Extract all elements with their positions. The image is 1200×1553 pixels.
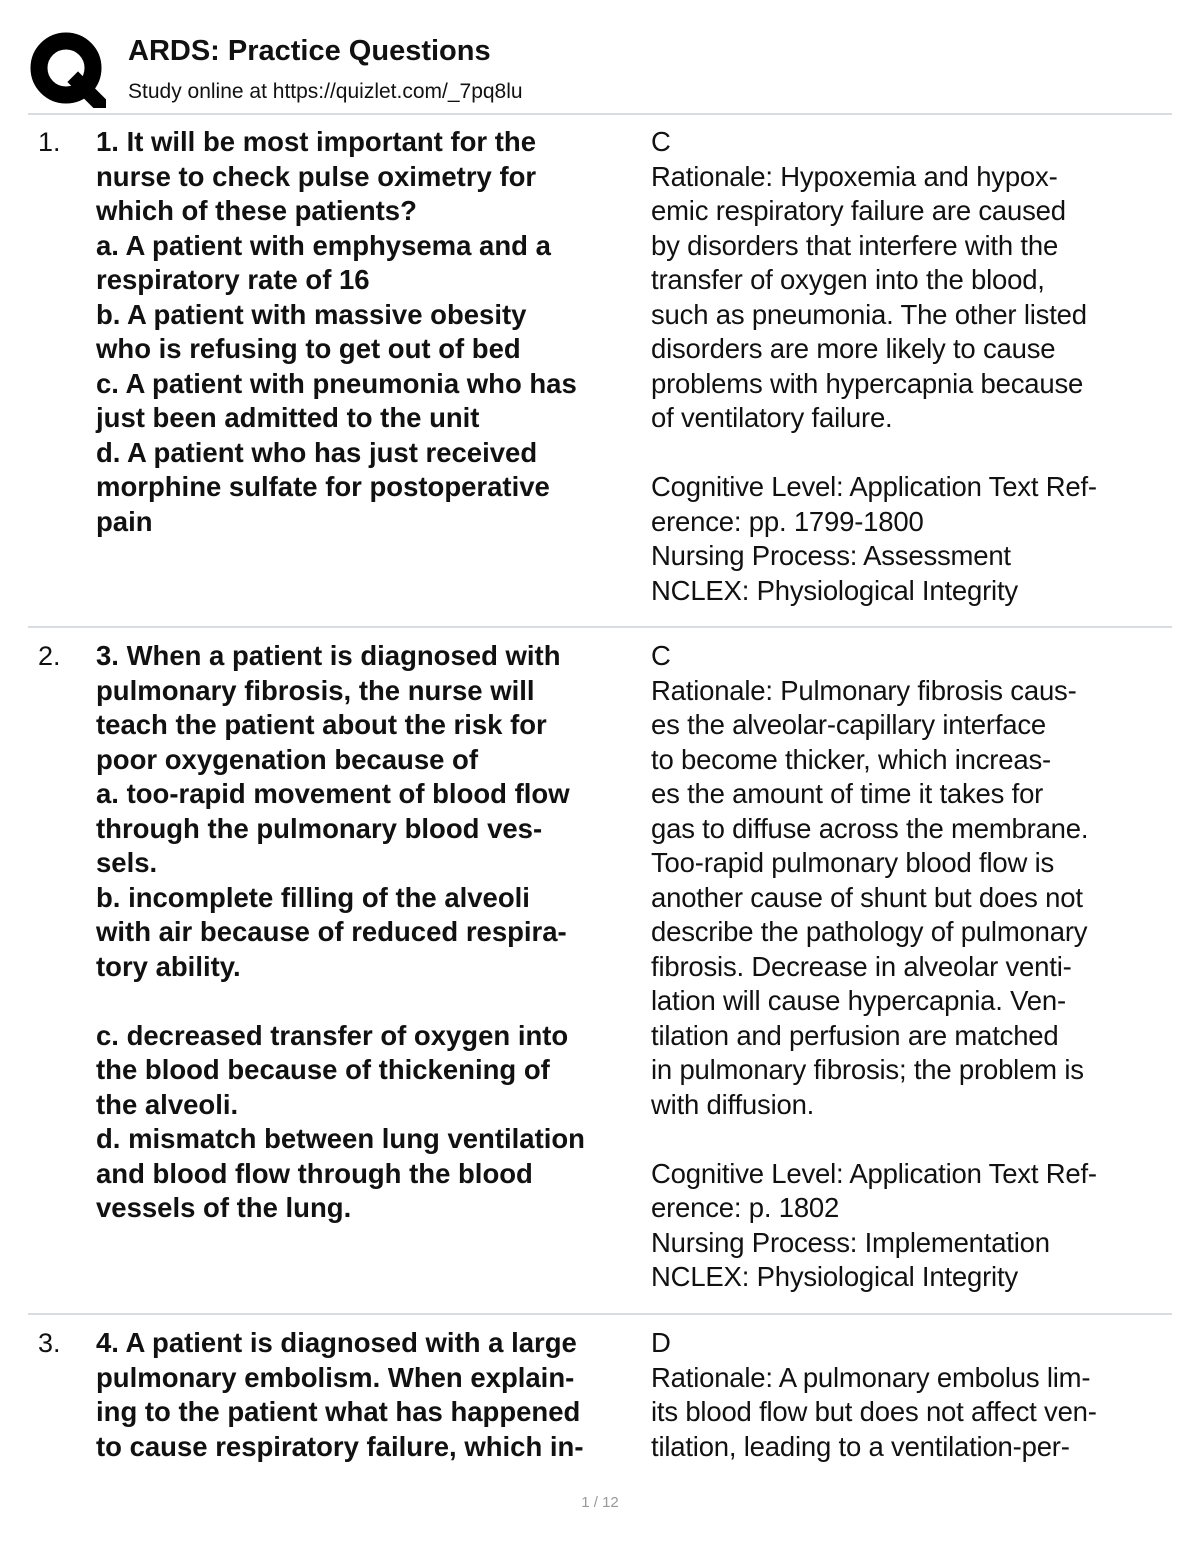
page-indicator: 1 / 12 [581, 1494, 619, 1511]
card-question [96, 639, 656, 1226]
card-number: 2. [38, 641, 61, 671]
question-line: sels. [96, 847, 158, 878]
question-line: pulmonary embolism. When explain- [96, 1361, 575, 1393]
card-answer [651, 639, 1181, 1295]
answer-line [651, 436, 1181, 471]
question-line: d. A patient who has just received [96, 436, 538, 468]
question-line: through the pulmonary blood ves- [96, 812, 543, 844]
card-divider [28, 626, 1172, 628]
answer-line: NCLEX: Physiological Integrity [651, 574, 1018, 606]
answer-line: Cognitive Level: Application Text Ref- [651, 471, 1097, 502]
answer-line: D [651, 1327, 671, 1358]
question-line: 4. A patient is diagnosed with a large [96, 1327, 577, 1358]
answer-line: its blood flow but does not affect ven- [651, 1396, 1097, 1427]
answer-line: to become thicker, which increas- [651, 743, 1051, 775]
answer-line: with diffusion. [651, 1088, 815, 1120]
card-number: 1. [38, 127, 61, 157]
answer-line: C [651, 126, 671, 157]
question-line: which of these patients? [96, 195, 417, 226]
answer-line [651, 1122, 1181, 1157]
question-line: b. A patient with massive obesity [96, 298, 527, 330]
question-line: b. incomplete filling of the alveoli [96, 881, 530, 913]
answer-line: describe the pathology of pulmonary [651, 916, 1088, 947]
header-divider [28, 113, 1172, 115]
question-line: and blood flow through the blood [96, 1157, 533, 1189]
question-line: teach the patient about the risk for [96, 709, 547, 740]
study-online-link[interactable]: Study online at https://quizlet.com/_7pq8lu [128, 80, 523, 103]
question-line: just been admitted to the unit [96, 402, 480, 433]
card-question [96, 1326, 656, 1464]
answer-line: Rationale: Hypoxemia and hypox- [651, 160, 1058, 192]
card-answer [651, 125, 1181, 608]
question-line: pulmonary fibrosis, the nurse will [96, 674, 535, 706]
answer-line: C [651, 640, 671, 671]
question-line: nurse to check pulse oximetry for [96, 160, 537, 192]
answer-line: erence: p. 1802 [651, 1192, 840, 1223]
question-line: a. A patient with emphysema and a [96, 229, 551, 261]
answer-line: tilation and perfusion are matched [651, 1019, 1059, 1051]
question-line: 1. It will be most important for the [96, 126, 537, 157]
document-header [0, 0, 1200, 114]
answer-line: emic respiratory failure are caused [651, 195, 1066, 226]
answer-line: of ventilatory failure. [651, 402, 893, 433]
question-line: c. A patient with pneumonia who has [96, 367, 577, 399]
answer-line: es the amount of time it takes for [651, 778, 1044, 809]
answer-line: gas to diffuse across the membrane. [651, 812, 1089, 844]
question-line: tory ability. [96, 950, 241, 982]
answer-line: problems with hypercapnia because [651, 367, 1084, 399]
card-question [96, 125, 656, 539]
card-number: 3. [38, 1328, 61, 1358]
answer-line: NCLEX: Physiological Integrity [651, 1261, 1018, 1292]
card-answer [651, 1326, 1181, 1464]
question-line: ing to the patient what has happened [96, 1396, 581, 1427]
card-divider [28, 1313, 1172, 1315]
question-line: morphine sulfate for postoperative [96, 471, 550, 502]
answer-line: disorders are more likely to cause [651, 333, 1056, 364]
answer-line: es the alveolar-capillary interface [651, 709, 1046, 740]
answer-line: Too-rapid pulmonary blood flow is [651, 847, 1055, 878]
answer-line: fibrosis. Decrease in alveolar venti- [651, 950, 1072, 982]
answer-line: in pulmonary fibrosis; the problem is [651, 1054, 1084, 1085]
answer-line: lation will cause hypercapnia. Ven- [651, 985, 1066, 1016]
question-line: respiratory rate of 16 [96, 264, 370, 295]
question-line: who is refusing to get out of bed [96, 333, 521, 364]
question-line: 3. When a patient is diagnosed with [96, 640, 561, 671]
question-line: poor oxygenation because of [96, 743, 479, 775]
question-line: vessels of the lung. [96, 1192, 352, 1223]
question-line: pain [96, 505, 153, 537]
answer-line: another cause of shunt but does not [651, 881, 1083, 913]
question-line: the alveoli. [96, 1088, 239, 1120]
question-line: to cause respiratory failure, which in- [96, 1430, 584, 1462]
answer-line: Cognitive Level: Application Text Ref- [651, 1157, 1097, 1189]
answer-line: erence: pp. 1799-1800 [651, 505, 924, 537]
document-title: ARDS: Practice Questions [128, 35, 491, 67]
answer-line: transfer of oxygen into the blood, [651, 264, 1045, 295]
question-line: c. decreased transfer of oxygen into [96, 1019, 569, 1051]
answer-line: Nursing Process: Implementation [651, 1226, 1050, 1258]
question-line: the blood because of thickening of [96, 1054, 550, 1085]
answer-line: Nursing Process: Assessment [651, 540, 1011, 571]
answer-line: Rationale: A pulmonary embolus lim- [651, 1361, 1091, 1393]
answer-line: by disorders that interfere with the [651, 229, 1059, 261]
answer-line: Rationale: Pulmonary fibrosis caus- [651, 674, 1077, 706]
question-line: with air because of reduced respira- [96, 916, 567, 947]
answer-line: such as pneumonia. The other listed [651, 298, 1087, 330]
question-line [96, 984, 656, 1019]
question-line: d. mismatch between lung ventilation [96, 1123, 585, 1154]
question-line: a. too-rapid movement of blood flow [96, 778, 570, 809]
answer-line: tilation, leading to a ventilation-per- [651, 1430, 1070, 1462]
quizlet-logo-icon [30, 32, 106, 108]
